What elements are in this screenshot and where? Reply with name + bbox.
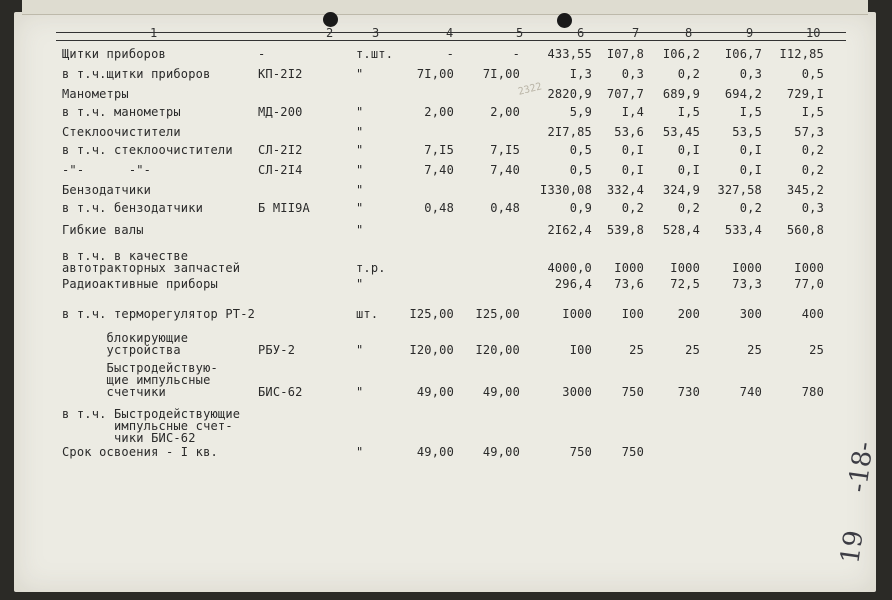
table-cell: БИС-62 [258,385,303,399]
table-cell: 0,2 [801,163,824,177]
table-cell: 0,I [621,143,644,157]
table-cell: в т.ч. терморегулятор РТ-2 [62,307,256,321]
table-cell: 300 [739,307,762,321]
table-cell: Радиоактивные приборы [62,277,218,291]
table-cell: Щитки приборов [62,47,166,61]
table-cell: КП-2I2 [258,67,303,81]
table-cell: 0,I [677,143,700,157]
table-cell: 49,00 [416,445,454,459]
table-cell: 730 [677,385,700,399]
table-cell: I,5 [739,105,762,119]
table-cell: " [356,223,364,237]
sheet-number-mark: 19 [835,528,870,566]
table-cell: Бензодатчики [62,183,152,197]
column-header-1: 1 [150,26,158,40]
column-header-9: 9 [746,26,754,40]
table-cell: 0,I [739,163,762,177]
table-cell: РБУ-2 [258,343,296,357]
table-cell: " [356,445,364,459]
table-cell: 73,6 [614,277,644,291]
table-cell: I06,2 [662,47,700,61]
table-cell: I00 [569,343,592,357]
table-cell: 0,3 [621,67,644,81]
table-cell: 0,2 [677,67,700,81]
table-cell: в т.ч. Быстродействующие импульсные счет- чики БИС-62 [62,407,241,445]
table-cell: 2I7,85 [547,125,592,139]
column-header-6: 6 [577,26,585,40]
previous-page-edge [22,0,868,15]
table-cell: т.шт. [356,47,394,61]
table-cell: I20,00 [475,343,520,357]
column-header-3: 3 [372,26,380,40]
table-cell: 345,2 [786,183,824,197]
table-cell: I000 [794,261,824,275]
table-cell: Срок освоения - I кв. [62,445,218,459]
table-cell: 707,7 [606,87,644,101]
table-cell: Быстродействую- щие импульсные счетчики [106,361,218,399]
table-cell: I,5 [677,105,700,119]
table-cell: 0,48 [424,201,454,215]
table-cell: 49,00 [416,385,454,399]
table-cell: I25,00 [409,307,454,321]
table-cell: 25 [809,343,824,357]
table-cell: 2,00 [490,105,520,119]
table-cell: 25 [747,343,762,357]
table-cell: I,4 [621,105,644,119]
table-cell: I07,8 [606,47,644,61]
table-cell: 324,9 [662,183,700,197]
table-cell: в т.ч. стеклоочистители [62,143,233,157]
table-cell: 433,55 [547,47,592,61]
table-cell: I25,00 [475,307,520,321]
table-cell: I12,85 [779,47,824,61]
table-cell: 25 [685,343,700,357]
table-cell: Б МII9А [258,201,310,215]
table-cell: в т.ч. бензодатчики [62,201,204,215]
table-cell: Стеклоочистители [62,125,181,139]
table-cell: Гибкие валы [62,223,144,237]
table-cell: блокирующие устройства [106,331,189,357]
column-header-2: 2 [326,26,334,40]
table-cell: Манометры [62,87,129,101]
table-cell: 750 [621,445,644,459]
table-cell: 327,58 [717,183,762,197]
table-cell: 4000,0 [547,261,592,275]
table-cell: 200 [677,307,700,321]
table-cell: I,5 [801,105,824,119]
table-cell: 49,00 [482,385,520,399]
binding-hole-left [323,12,338,27]
table-cell: 0,3 [801,201,824,215]
table-cell: I000 [614,261,644,275]
table-cell: " [356,343,364,357]
table-cell: " [356,163,364,177]
table-cell: " [356,105,364,119]
table-cell: " [356,201,364,215]
table-cell: I,3 [569,67,592,81]
table-cell: -"- -"- [62,163,152,177]
table-cell: 560,8 [786,223,824,237]
table-cell: 0,2 [677,201,700,215]
table-cell: т.р. [356,261,386,275]
table-cell: 729,I [786,87,824,101]
table-cell: - [446,47,454,61]
table-cell: " [356,67,364,81]
table-cell: " [356,143,364,157]
table-cell: 7,I5 [490,143,520,157]
table-cell: 750 [621,385,644,399]
page-number-mark: -18- [842,439,880,495]
table-cell: 0,5 [801,67,824,81]
table-cell: 77,0 [794,277,824,291]
table-cell: 49,00 [482,445,520,459]
table-cell: 7,40 [490,163,520,177]
table-cell: 694,2 [724,87,762,101]
table-cell: - [512,47,520,61]
table-cell: 689,9 [662,87,700,101]
table-cell: шт. [356,307,379,321]
table-cell: 400 [801,307,824,321]
table-cell: " [356,385,364,399]
table-cell: 0,48 [490,201,520,215]
table-cell: в т.ч. манометры [62,105,181,119]
table-cell: 57,3 [794,125,824,139]
header-rule-bottom [56,40,846,41]
table-cell: I330,08 [540,183,592,197]
table-cell: " [356,125,364,139]
table-cell: 0,2 [621,201,644,215]
binding-hole-right [557,13,572,28]
table-cell: " [356,277,364,291]
table-cell: 2820,9 [547,87,592,101]
table-cell: 740 [739,385,762,399]
table-cell: 780 [801,385,824,399]
table-cell: 2,00 [424,105,454,119]
table-cell: 0,5 [569,143,592,157]
table-cell: 0,9 [569,201,592,215]
table-cell: I20,00 [409,343,454,357]
table-cell: I00 [621,307,644,321]
table-cell: 25 [629,343,644,357]
column-header-4: 4 [446,26,454,40]
table-cell: 5,9 [569,105,592,119]
table-cell: 0,2 [739,201,762,215]
table-cell: " [356,183,364,197]
table-cell: в т.ч.щитки приборов [62,67,211,81]
column-header-10: 10 [806,26,821,40]
table-cell: 7,40 [424,163,454,177]
table-cell: 0,5 [569,163,592,177]
column-header-5: 5 [516,26,524,40]
table-cell: 72,5 [670,277,700,291]
table-cell: 332,4 [606,183,644,197]
table-cell: 7,I5 [424,143,454,157]
faint-stamp: 2322 [517,81,544,98]
table-cell: 528,4 [662,223,700,237]
table-cell: 53,6 [614,125,644,139]
table-cell: СЛ-2I2 [258,143,303,157]
table-cell: I06,7 [724,47,762,61]
table-cell: в т.ч. в качестве автотракторных запчастей [62,249,241,275]
table-cell: 296,4 [554,277,592,291]
table-cell: 0,2 [801,143,824,157]
table-cell: 533,4 [724,223,762,237]
table-cell: 0,3 [739,67,762,81]
column-header-7: 7 [632,26,640,40]
column-header-8: 8 [685,26,693,40]
table-cell: 7I,00 [416,67,454,81]
table-cell: 73,3 [732,277,762,291]
table-cell: 3000 [562,385,592,399]
table-cell: 539,8 [606,223,644,237]
table-cell: 53,5 [732,125,762,139]
table-cell: I000 [670,261,700,275]
table-cell: 0,I [677,163,700,177]
table-cell: 53,45 [662,125,700,139]
table-cell: 0,I [739,143,762,157]
table-cell: 7I,00 [482,67,520,81]
table-cell: - [258,47,266,61]
table-cell: МД-200 [258,105,303,119]
table-cell: I000 [562,307,592,321]
table-cell: 0,I [621,163,644,177]
table-cell: I000 [732,261,762,275]
table-cell: 2I62,4 [547,223,592,237]
table-cell: 750 [569,445,592,459]
table-cell: СЛ-2I4 [258,163,303,177]
